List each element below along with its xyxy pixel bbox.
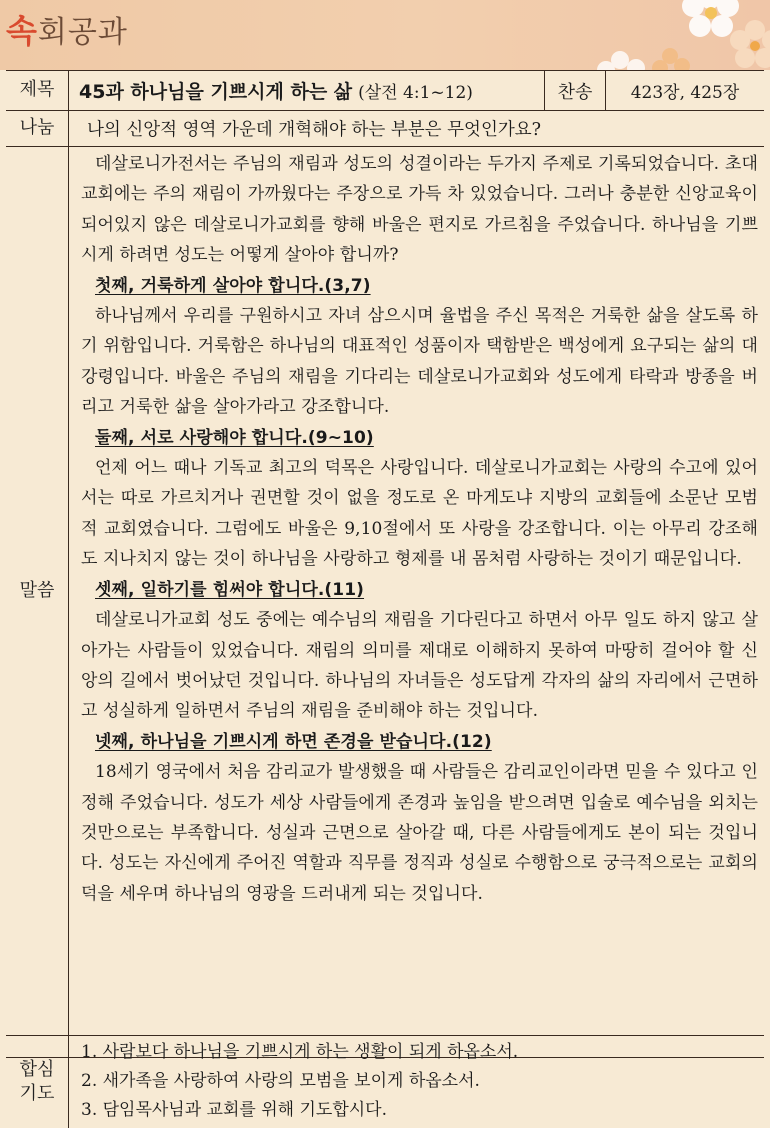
title-label: 제목 (6, 71, 69, 110)
header-banner (0, 0, 770, 70)
share-question: 나의 신앙적 영역 가운데 개혁해야 하는 부분은 무엇인가요? (87, 120, 542, 140)
section-heading: 첫째, 거룩하게 살아야 합니다.(3,7) (95, 275, 371, 296)
section-body: 언제 어느 때나 기독교 최고의 덕목은 사랑입니다. 데살로니가교회는 사랑의 수고에 있어서는 따로 가르치거나 권면할 것이 없을 정도로 온 마게도냐 지방의 교회들에 소문난 모범적 교회였습니다. 그럼에도 바울은 9,10절에서 또 사랑을 강조합니다. 이는 아무리 강조해도 지나치지 않는 것이 하나님을 사랑하고 형제를 내 몸처럼 사랑하는 것이기 때문입니다. (81, 458, 758, 570)
lesson-title-text: 45과 하나님을 기쁘시게 하는 삶 (79, 81, 353, 103)
share-row (6, 111, 764, 147)
title-rest: 회공과 (37, 15, 128, 50)
flower-decoration-icon (550, 0, 770, 70)
prayer-item: 3. 담임목사님과 교회를 위해 기도합시다. (81, 1100, 387, 1120)
section-body: 18세기 영국에서 처음 감리교가 발생했을 때 사람들은 감리교인이라면 믿을 수 있다고 인정해 주었습니다. 성도가 세상 사람들에게 존경과 높임을 받으려면 입술로 예수님을 외치는 것만으로는 부족합니다. 성실과 근면으로 살아갈 때, 다른 사람들에게도 본이 되는 것입니다. 성도는 자신에게 주어진 역할과 직무를 정직과 성실로 수행함으로 궁극적으로는 교회의 덕을 세우며 하나님의 영광을 드러내게 되는 것입니다. (81, 762, 758, 904)
prayer-row (6, 1036, 764, 1128)
section-body: 하나님께서 우리를 구원하시고 자녀 삼으시며 율법을 주신 목적은 거룩한 삶을 살도록 하기 위함입니다. 거룩함은 하나님의 대표적인 성품이자 택함받은 백성에게 요구되는 삶의 대강령입니다. 바울은 주님의 재림을 기다리는 데살로니가교회와 성도에게 타락과 방종을 버리고 거룩한 삶을 살아가라고 강조합니다. (81, 306, 758, 418)
section-heading: 셋째, 일하기를 힘써야 합니다.(11) (95, 579, 365, 600)
title-row (6, 71, 764, 111)
page-title (6, 6, 128, 52)
prayer-item: 1. 사람보다 하나님을 기쁘시게 하는 생활이 되게 하옵소서. (81, 1042, 519, 1062)
word-row (6, 147, 764, 1036)
lesson-title (69, 71, 544, 110)
lesson-table (6, 70, 764, 1120)
prayer-label (6, 1036, 69, 1128)
section-body: 데살로니가교회 성도 중에는 예수님의 재림을 기다린다고 하면서 아무 일도 하지 않고 살아가는 사람들이 있었습니다. 재림의 의미를 제대로 이해하지 못하여 마땅히 걸어야 할 신앙의 길에서 벗어났던 것입니다. 하나님의 자녀들은 성도답게 각자의 삶의 자리에서 근면하고 성실하게 일하면서 주님의 재림을 준비해야 하는 것입니다. (81, 610, 758, 722)
share-label: 나눔 (6, 111, 69, 146)
word-content (69, 147, 764, 1035)
word-label: 말씀 (6, 147, 69, 1035)
hymn-label: 찬송 (544, 71, 606, 110)
prayer-item: 2. 새가족을 사랑하여 사랑의 모범을 보이게 하옵소서. (81, 1071, 480, 1091)
prayer-label-line2: 기도 (19, 1083, 55, 1104)
section-heading: 넷째, 하나님을 기쁘시게 하면 존경을 받습니다.(12) (95, 731, 492, 752)
title-first-char: 속 (6, 12, 38, 50)
scripture-reference: (살전 4:1~12) (358, 83, 473, 103)
section-heading: 둘째, 서로 사랑해야 합니다.(9~10) (95, 427, 374, 448)
hymn-value: 423장, 425장 (630, 83, 740, 103)
intro-paragraph: 데살로니가전서는 주님의 재림과 성도의 성결이라는 두가지 주제로 기록되었습니다. 초대교회에는 주의 재림이 가까웠다는 주장으로 가득 차 있었습니다. 그러나 충분한 신앙교육이 되어있지 않은 데살로니가교회를 향해 바울은 편지로 가르침을 주었습니다. 하나님을 기쁘시게 하려면 성도는 어떻게 살아야 합니까? (81, 154, 758, 266)
prayer-list (69, 1038, 759, 1125)
prayer-label-line1: 합심 (19, 1058, 55, 1080)
